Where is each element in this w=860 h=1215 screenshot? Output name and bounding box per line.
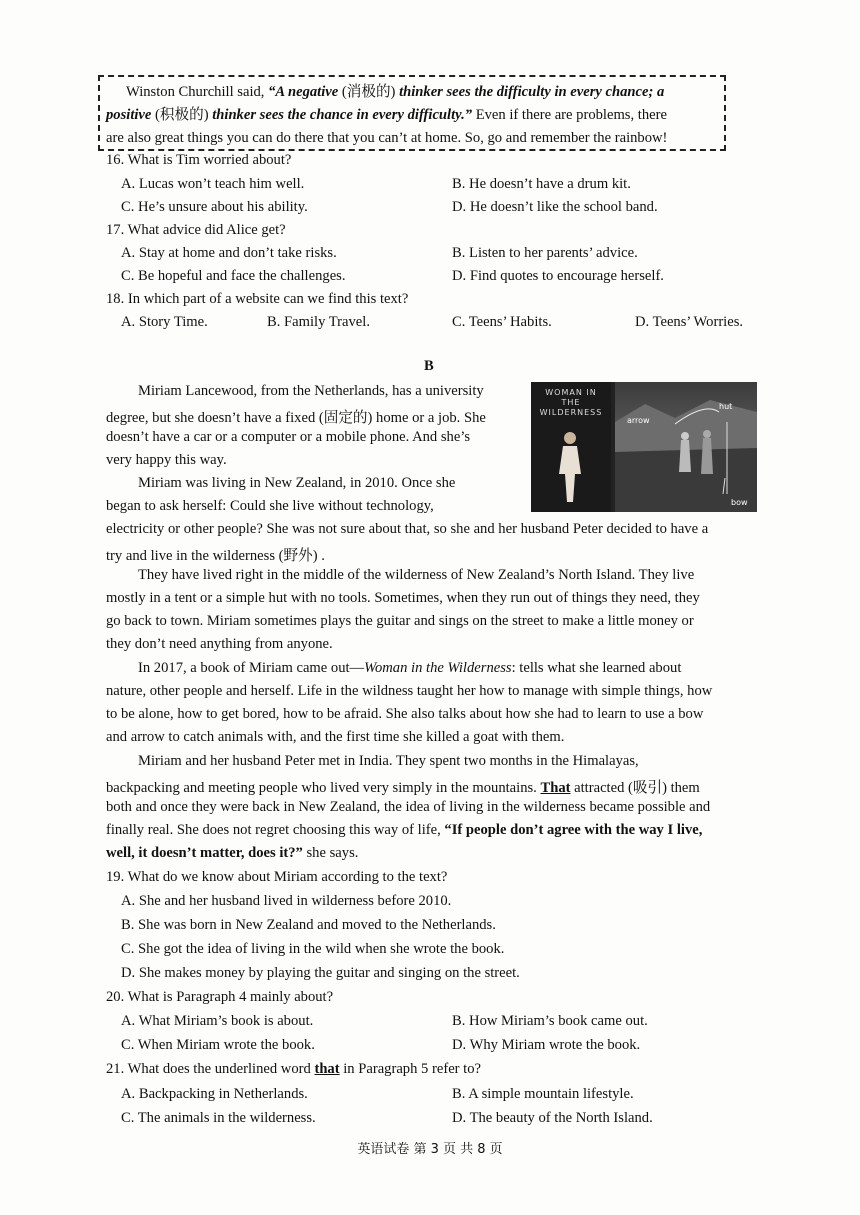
question-21-underlined-word: that — [314, 1061, 340, 1077]
question-18-stem: 18. In which part of a website can we find this text? — [106, 291, 409, 307]
para2-line: try and live in the wilderness (野外) . — [106, 548, 325, 564]
para4-line: nature, other people and herself. Life in the wildness taught her how to manage with simple things, how — [106, 683, 713, 699]
para5-text: finally real. She does not regret choosing this way of life, — [106, 822, 445, 838]
option-20a[interactable]: A. What Miriam’s book is about. — [121, 1013, 314, 1029]
para4-line: and arrow to catch animals with, and the first time she killed a goat with them. — [106, 729, 565, 745]
para2-line: electricity or other people? She was not sure about that, so she and her husband Peter decided to have a — [106, 521, 709, 537]
book-cover-title: WOMAN IN THE WILDERNESS — [539, 388, 603, 417]
option-16b[interactable]: B. He doesn’t have a drum kit. — [452, 176, 631, 192]
question-21-stem — [106, 1061, 481, 1078]
wilderness-scene-icon — [615, 382, 757, 512]
option-17a[interactable]: A. Stay at home and don’t take risks. — [121, 245, 337, 261]
underlined-word-that: That — [540, 780, 571, 796]
quote-text: thinker sees the chance in every difficulty.” — [212, 107, 473, 123]
para1-line: very happy this way. — [106, 452, 227, 468]
para4-text: In 2017, a book of Miriam came out— — [138, 660, 365, 676]
para3-line: mostly in a tent or a simple hut with no tools. Sometimes, when they run out of things they need, they — [106, 590, 700, 606]
section-heading: B — [424, 358, 434, 374]
page-footer: 英语试卷 第 3 页 共 8 页 — [357, 1142, 503, 1157]
option-17b[interactable]: B. Listen to her parents’ advice. — [452, 245, 638, 261]
para5-line: Miriam and her husband Peter met in India. They spent two months in the Himalayas, — [138, 753, 639, 769]
photo-label-bow: bow — [731, 498, 748, 507]
question-19-stem: 19. What do we know about Miriam according to the text? — [106, 869, 448, 885]
para5-line — [106, 822, 702, 839]
person-figure-icon — [553, 430, 587, 502]
option-18b[interactable]: B. Family Travel. — [267, 314, 370, 330]
quote-text: (消极的) — [338, 84, 400, 100]
para4-line — [138, 660, 681, 677]
option-16c[interactable]: C. He’s unsure about his ability. — [121, 199, 308, 215]
quote-box — [98, 75, 726, 151]
quote-line-3: are also great things you can do there that you can’t at home. So, go and remember the rainbow! — [106, 130, 668, 146]
article-photo — [531, 382, 757, 512]
question-20-stem: 20. What is Paragraph 4 mainly about? — [106, 989, 334, 1005]
para1-line: doesn’t have a car or a computer or a mobile phone. And she’s — [106, 429, 471, 445]
question-16-stem: 16. What is Tim worried about? — [106, 152, 292, 168]
option-19d[interactable]: D. She makes money by playing the guitar and singing on the street. — [121, 965, 520, 981]
question-21-text: in Paragraph 5 refer to? — [339, 1061, 482, 1077]
wilderness-photo — [615, 382, 757, 512]
quote-text: Winston Churchill said, — [126, 84, 269, 100]
option-19c[interactable]: C. She got the idea of living in the wild when she wrote the book. — [121, 941, 505, 957]
para4-line: to be alone, how to get bored, how to be afraid. She also talks about how she had to learn to use a bow — [106, 706, 704, 722]
option-21a[interactable]: A. Backpacking in Netherlands. — [121, 1086, 308, 1102]
option-17c[interactable]: C. Be hopeful and face the challenges. — [121, 268, 346, 284]
para5-quote: well, it doesn’t matter — [106, 845, 241, 861]
option-20d[interactable]: D. Why Miriam wrote the book. — [452, 1037, 641, 1053]
para2-line: Miriam was living in New Zealand, in 2010. Once she — [138, 475, 456, 491]
option-18a[interactable]: A. Story Time. — [121, 314, 208, 330]
option-17d[interactable]: D. Find quotes to encourage herself. — [452, 268, 664, 284]
option-19a[interactable]: A. She and her husband lived in wilderness before 2010. — [121, 893, 452, 909]
para5-text: she says. — [302, 845, 359, 861]
option-21b[interactable]: B. A simple mountain lifestyle. — [452, 1086, 634, 1102]
book-title: Woman in the Wilderness — [364, 660, 512, 676]
para1-line: Miriam Lancewood, from the Netherlands, has a university — [138, 383, 484, 399]
quote-line-1 — [106, 81, 718, 104]
option-16a[interactable]: A. Lucas won’t teach him well. — [121, 176, 305, 192]
quote-text: positive — [106, 107, 152, 123]
option-18d[interactable]: D. Teens’ Worries. — [635, 314, 744, 330]
quote-text: Even if there are problems, there — [472, 107, 667, 123]
para1-line: degree, but she doesn’t have a fixed (固定的) home or a job. She — [106, 410, 486, 426]
option-20b[interactable]: B. How Miriam’s book came out. — [452, 1013, 648, 1029]
para5-line — [106, 776, 700, 797]
photo-label-hut: hut — [719, 402, 733, 411]
para5-quote: , does it?” — [240, 845, 303, 861]
option-20c[interactable]: C. When Miriam wrote the book. — [121, 1037, 315, 1053]
photo-label-arrow: arrow — [627, 416, 650, 425]
quote-line-2 — [106, 104, 718, 127]
para5-text: backpacking and meeting people who lived very simply in the mountains. — [106, 780, 537, 796]
para3-line: they don’t need anything from anyone. — [106, 636, 333, 652]
quote-text: “A negative — [268, 84, 339, 100]
para5-line — [106, 845, 358, 862]
para2-line: began to ask herself: Could she live without technology, — [106, 498, 434, 514]
para3-line: They have lived right in the middle of the wilderness of New Zealand’s North Island. They live — [138, 567, 695, 583]
para3-line: go back to town. Miriam sometimes plays the guitar and sings on the street to make a little money or — [106, 613, 694, 629]
book-cover-image — [531, 382, 611, 512]
question-21-text: 21. What does the underlined word — [106, 1061, 315, 1077]
para5-quote: “If people don’t agree with the way I live, — [444, 822, 703, 838]
para5-line: both and once they were back in New Zealand, the idea of living in the wilderness became possible and — [106, 799, 711, 815]
quote-text: (积极的) — [151, 107, 213, 123]
question-17-stem: 17. What advice did Alice get? — [106, 222, 286, 238]
quote-text: thinker sees the difficulty in every chance; a — [399, 84, 665, 100]
option-16d[interactable]: D. He doesn’t like the school band. — [452, 199, 658, 215]
option-18c[interactable]: C. Teens’ Habits. — [452, 314, 552, 330]
option-21c[interactable]: C. The animals in the wilderness. — [121, 1110, 316, 1126]
para5-text: attracted (吸引) them — [570, 780, 700, 796]
para4-text: : tells what she learned about — [511, 660, 682, 676]
option-19b[interactable]: B. She was born in New Zealand and moved to the Netherlands. — [121, 917, 496, 933]
option-21d[interactable]: D. The beauty of the North Island. — [452, 1110, 653, 1126]
